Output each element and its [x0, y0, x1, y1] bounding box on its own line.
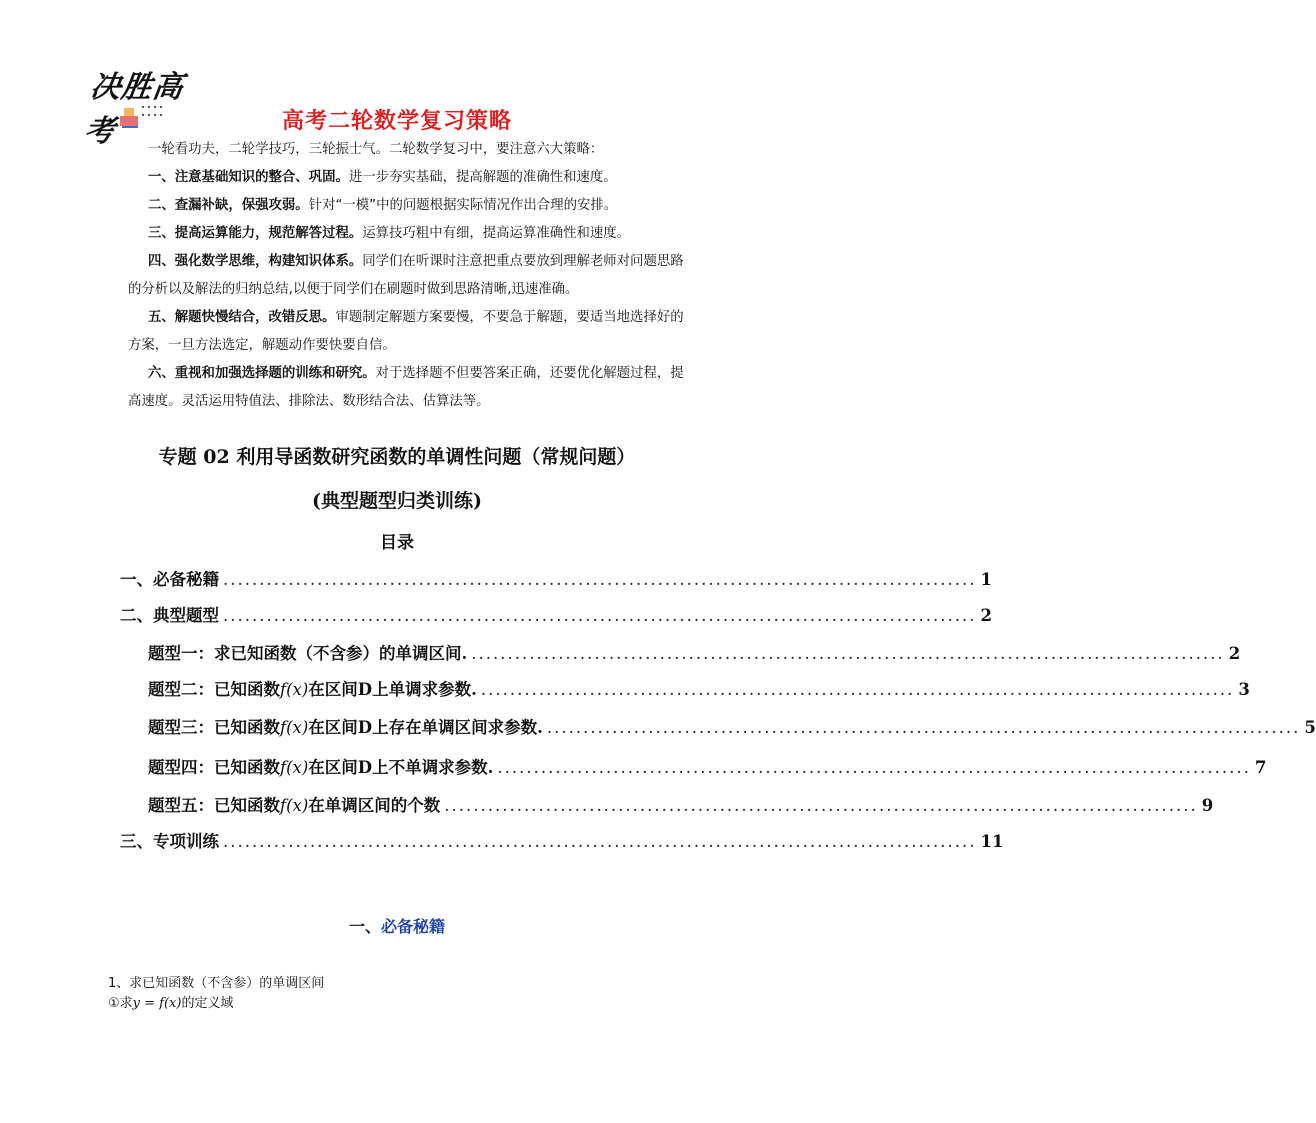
toc-leader-dots: ........................................................................................................: [223, 606, 977, 625]
section-heading-prefix: 一、: [348, 917, 381, 936]
body-content: [108, 974, 324, 1014]
strategy-item: [128, 164, 688, 192]
toc-page-number: 7: [1254, 758, 1267, 777]
strategy-item: [128, 304, 688, 360]
toc-leader-dots: ........................................................................................................: [497, 758, 1251, 777]
strategy-item: [128, 248, 688, 304]
toc-entry-type-4[interactable]: [148, 754, 1267, 778]
toc-page-number: 3: [1238, 680, 1250, 699]
toc-page-number: 11: [980, 832, 1004, 851]
toc-page-number: 5: [1304, 718, 1316, 737]
strategy-text: 审题制定解题方案要慢，不要急于解题，要适当地选择好的方案，一旦方法选定，解题动作要快要自信。: [128, 310, 684, 353]
toc-leader-dots: ........................................................................................................: [444, 796, 1198, 815]
strategy-text: 进一步夯实基础，提高解题的准确性和速度。: [348, 170, 617, 185]
strategy-heading: 六、重视和加强选择题的训练和研究。: [148, 366, 376, 381]
toc-leader-dots: ........................................................................................................: [471, 644, 1225, 663]
toc-entry-2[interactable]: [120, 602, 992, 626]
toc-entry-label: 题型五：已知函数f(x)在单调区间的个数: [148, 796, 441, 815]
strategy-heading: 三、提高运算能力，规范解答过程。: [148, 226, 363, 241]
toc-page-number: 2: [1228, 644, 1241, 663]
toc-entry-label: 题型三：已知函数f(x)在区间D上存在单调区间求参数.: [148, 718, 543, 737]
toc-leader-dots: ........................................................................................................: [546, 718, 1301, 737]
body-line-2: ①求y = f(x)的定义域: [108, 996, 234, 1011]
strategy-text: 对于选择题不但要答案正确，还要优化解题过程，提高速度。灵活运用特值法、排除法、数形结合法、估算法等。: [128, 366, 684, 409]
toc-leader-dots: ........................................................................................................: [223, 832, 977, 851]
toc-page-number: 9: [1201, 796, 1214, 815]
toc-entry-type-2[interactable]: [148, 676, 1250, 700]
toc-leader-dots: ........................................................................................................: [223, 570, 977, 589]
section-heading: [0, 914, 794, 937]
topic-subtitle: (典型题型归类训练): [312, 490, 482, 512]
strategy-item: [128, 220, 688, 248]
strategy-section: [128, 136, 688, 416]
toc-entry-3[interactable]: [120, 828, 1004, 852]
toc-title: 目录: [380, 533, 414, 553]
strategy-heading: 四、强化数学思维，构建知识体系。: [148, 254, 363, 269]
strategy-item: [128, 192, 688, 220]
toc-entry-type-1[interactable]: [148, 640, 1241, 664]
toc-entry-1[interactable]: [120, 566, 992, 590]
strategy-text: 针对“一模”中的问题根据实际情况作出合理的安排。: [308, 198, 618, 213]
logo-text: 决胜高考: [81, 70, 187, 149]
toc-entry-label: 一、必备秘籍: [120, 570, 219, 589]
body-line-1: 1、求已知函数（不含参）的单调区间: [108, 976, 325, 991]
strategy-text: 同学们在听课时注意把重点要放到理解老师对问题思路的分析以及解法的归纳总结,以便于同学们在刷题时做到思路清晰,迅速准确。: [128, 254, 684, 297]
toc-entry-label: 题型四：已知函数f(x)在区间D上不单调求参数.: [148, 758, 494, 777]
toc-page-number: 2: [980, 606, 992, 625]
strategy-heading: 二、查漏补缺，保强攻弱。: [148, 198, 309, 213]
section-heading-title: 必备秘籍: [381, 917, 446, 936]
strategy-heading: 五、解题快慢结合，改错反思。: [148, 310, 336, 325]
strategy-intro: 一轮看功夫，二轮学技巧，三轮振士气。二轮数学复习中，要注意六大策略：: [148, 142, 604, 157]
toc-leader-dots: ........................................................................................................: [480, 680, 1235, 699]
strategy-heading: 一、注意基础知识的整合、巩固。: [148, 170, 349, 185]
toc-entry-label: 题型一：求已知函数（不含参）的单调区间.: [148, 644, 468, 663]
toc-entry-label: 题型二：已知函数f(x)在区间D上单调求参数.: [148, 680, 477, 699]
toc-entry-type-5[interactable]: [148, 792, 1214, 816]
strategy-item: [128, 360, 688, 416]
toc-entry-label: 二、典型题型: [120, 606, 219, 625]
toc-entry-label: 三、专项训练: [120, 832, 219, 851]
strategy-text: 运算技巧粗中有细，提高运算准确性和速度。: [362, 226, 631, 241]
main-title: 高考二轮数学复习策略: [281, 109, 512, 134]
topic-title: 专题 02 利用导函数研究函数的单调性问题（常规问题）: [158, 446, 636, 468]
toc-entry-type-3[interactable]: [148, 714, 1316, 738]
toc-page-number: 1: [980, 570, 992, 589]
